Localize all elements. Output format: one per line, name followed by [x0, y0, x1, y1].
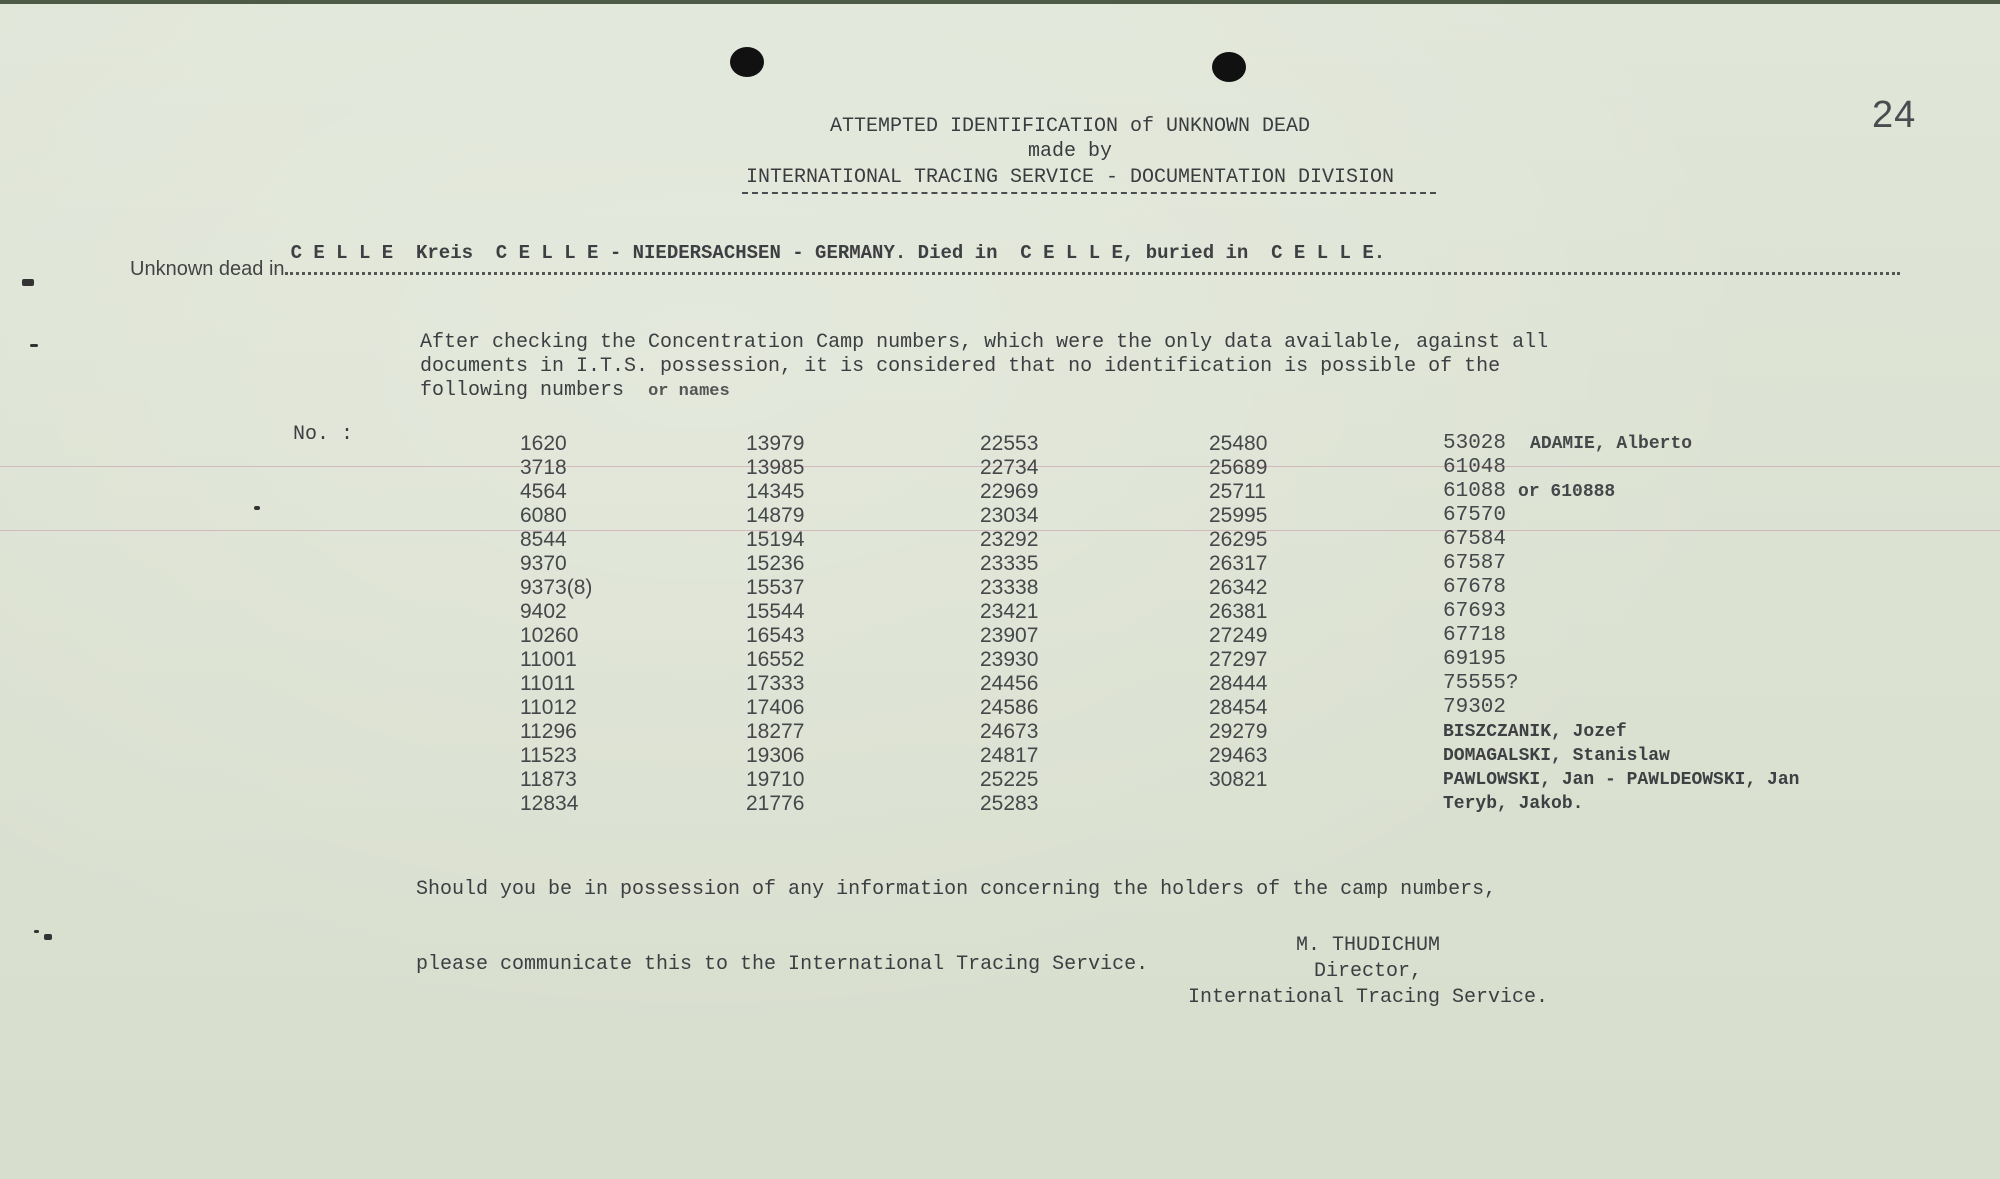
camp-number: 21776 — [746, 792, 805, 815]
numbers-column-2 — [746, 432, 804, 816]
punch-hole — [730, 47, 764, 77]
camp-number: 10260 — [520, 624, 579, 647]
camp-number — [1443, 600, 1799, 624]
camp-number: 11523 — [520, 744, 577, 767]
camp-number — [1443, 528, 1799, 552]
prisoner-name: DOMAGALSKI, Stanislaw — [1443, 746, 1670, 766]
camp-number: 4564 — [520, 480, 567, 503]
camp-number-value: 61048 — [1443, 456, 1507, 479]
header-organization: INTERNATIONAL TRACING SERVICE - DOCUMENTATION DIVISION — [745, 166, 1395, 189]
camp-number: 27249 — [1209, 624, 1268, 647]
camp-number: 23292 — [980, 528, 1039, 551]
signatory-name: M. THUDICHUM — [1295, 934, 1441, 957]
prisoner-name: PAWLOWSKI, Jan - PAWLDEOWSKI, Jan — [1443, 770, 1800, 790]
camp-number-value: 75555? — [1443, 672, 1519, 695]
punch-hole — [1212, 52, 1246, 82]
numbers-label: No. : — [293, 423, 354, 446]
header-dashed-rule — [742, 192, 1436, 194]
camp-number: 27297 — [1209, 648, 1268, 671]
camp-number: 22553 — [980, 432, 1039, 455]
camp-number: 22734 — [980, 456, 1039, 479]
camp-number — [1443, 552, 1799, 576]
camp-number — [1443, 648, 1799, 672]
camp-number: 26342 — [1209, 576, 1268, 599]
camp-number: 30821 — [1209, 768, 1268, 791]
camp-number-value: 69195 — [1443, 648, 1507, 671]
camp-number — [1443, 480, 1799, 504]
intro-line-3-addition: or names — [648, 382, 730, 401]
camp-number-note: or 610888 — [1518, 482, 1616, 502]
intro-line-3-text: following numbers — [420, 379, 625, 402]
camp-number: 13979 — [746, 432, 805, 455]
header-subtitle: made by — [1027, 140, 1112, 163]
numbers-column-5 — [1443, 432, 1799, 816]
camp-number: 25283 — [980, 792, 1039, 815]
ink-speck — [254, 506, 260, 510]
camp-number: 16543 — [746, 624, 805, 647]
camp-number — [1443, 576, 1799, 600]
camp-number: 24817 — [980, 744, 1039, 767]
ink-speck — [22, 279, 34, 286]
camp-number: 19306 — [746, 744, 805, 767]
camp-number: 29279 — [1209, 720, 1268, 743]
camp-number — [1443, 504, 1799, 528]
signatory-organization: International Tracing Service. — [1187, 986, 1549, 1009]
signature-block — [1168, 933, 1568, 1011]
camp-number: 11001 — [520, 648, 577, 671]
camp-number: 25995 — [1209, 504, 1268, 527]
camp-number — [1443, 432, 1799, 456]
intro-line-3 — [420, 379, 730, 402]
numbers-column-1 — [520, 432, 592, 816]
camp-number: 15544 — [746, 600, 805, 623]
intro-line-1: After checking the Concentration Camp numbers, which were the only data available, against all — [420, 331, 1549, 354]
camp-number: 23338 — [980, 576, 1039, 599]
prisoner-name: BISZCZANIK, Jozef — [1443, 722, 1627, 742]
camp-number-value: 67570 — [1443, 504, 1507, 527]
camp-number-value: 67584 — [1443, 528, 1507, 551]
camp-number-note: ADAMIE, Alberto — [1530, 434, 1693, 454]
page-number: 24 — [1872, 94, 1917, 136]
camp-number — [1443, 696, 1799, 720]
camp-number: 24673 — [980, 720, 1039, 743]
camp-number: 11011 — [520, 672, 576, 695]
camp-number: 12834 — [520, 792, 579, 815]
camp-number: 25689 — [1209, 456, 1268, 479]
prisoner-name: Teryb, Jakob. — [1443, 794, 1584, 814]
unknown-dead-location: C E L L E Kreis C E L L E - NIEDERSACHSEN - GERMANY. Died in C E L L E, buried in C E L L E. — [290, 242, 1386, 264]
camp-number: 23335 — [980, 552, 1039, 575]
camp-number: 23034 — [980, 504, 1039, 527]
camp-number: 26381 — [1209, 600, 1268, 623]
ink-speck — [30, 344, 38, 347]
camp-number: 22969 — [980, 480, 1039, 503]
numbers-column-3 — [980, 432, 1038, 816]
camp-number: 19710 — [746, 768, 805, 791]
camp-number-value: 79302 — [1443, 696, 1507, 719]
camp-number: 28454 — [1209, 696, 1268, 719]
camp-number: 16552 — [746, 648, 805, 671]
unknown-dead-label: Unknown dead in — [130, 258, 285, 280]
camp-number: 15537 — [746, 576, 805, 599]
camp-number: 26317 — [1209, 552, 1268, 575]
camp-number: 24456 — [980, 672, 1039, 695]
camp-number: 17406 — [746, 696, 805, 719]
camp-number: 13985 — [746, 456, 805, 479]
camp-number: 14879 — [746, 504, 805, 527]
camp-number: 9370 — [520, 552, 567, 575]
closing-line-1: Should you be in possession of any information concerning the holders of the camp numbers, — [416, 878, 1497, 901]
camp-number: 11296 — [520, 720, 577, 743]
ink-speck — [34, 930, 39, 933]
camp-number: 9373(8) — [520, 576, 593, 599]
camp-number-value: 67587 — [1443, 552, 1507, 575]
camp-number: 25480 — [1209, 432, 1268, 455]
camp-number: 8544 — [520, 528, 567, 551]
camp-number: 25711 — [1209, 480, 1266, 503]
camp-number — [1443, 624, 1799, 648]
camp-number: 15194 — [746, 528, 805, 551]
signatory-title: Director, — [1313, 960, 1423, 983]
camp-number: 17333 — [746, 672, 805, 695]
camp-number: 23907 — [980, 624, 1039, 647]
camp-number: 18277 — [746, 720, 805, 743]
ink-speck — [44, 934, 52, 940]
camp-number: 25225 — [980, 768, 1039, 791]
camp-number: 26295 — [1209, 528, 1268, 551]
intro-line-2: documents in I.T.S. possession, it is considered that no identification is possible of the — [420, 355, 1501, 378]
camp-number: 3718 — [520, 456, 567, 479]
camp-number — [1443, 456, 1799, 480]
camp-number: 23421 — [980, 600, 1039, 623]
camp-number: 15236 — [746, 552, 805, 575]
numbers-column-4 — [1209, 432, 1267, 792]
camp-number: 23930 — [980, 648, 1039, 671]
camp-number: 1620 — [520, 432, 567, 455]
card-top-edge — [0, 0, 2000, 4]
camp-number-value: 67678 — [1443, 576, 1507, 599]
closing-line-2: please communicate this to the International Tracing Service. — [416, 953, 1149, 976]
unknown-dead-line — [130, 242, 1900, 281]
header-title: ATTEMPTED IDENTIFICATION of UNKNOWN DEAD — [829, 115, 1311, 138]
camp-number: 14345 — [746, 480, 805, 503]
leader-dots — [285, 242, 1900, 275]
camp-number: 11012 — [520, 696, 577, 719]
camp-number: 24586 — [980, 696, 1039, 719]
camp-number: 6080 — [520, 504, 567, 527]
camp-number: 11873 — [520, 768, 577, 791]
camp-number-value: 53028 — [1443, 432, 1507, 455]
camp-number-value: 67693 — [1443, 600, 1507, 623]
camp-number — [1443, 672, 1799, 696]
camp-number: 29463 — [1209, 744, 1268, 767]
camp-number-value: 61088 — [1443, 480, 1507, 503]
camp-number: 9402 — [520, 600, 567, 623]
camp-number: 28444 — [1209, 672, 1268, 695]
camp-number-value: 67718 — [1443, 624, 1507, 647]
